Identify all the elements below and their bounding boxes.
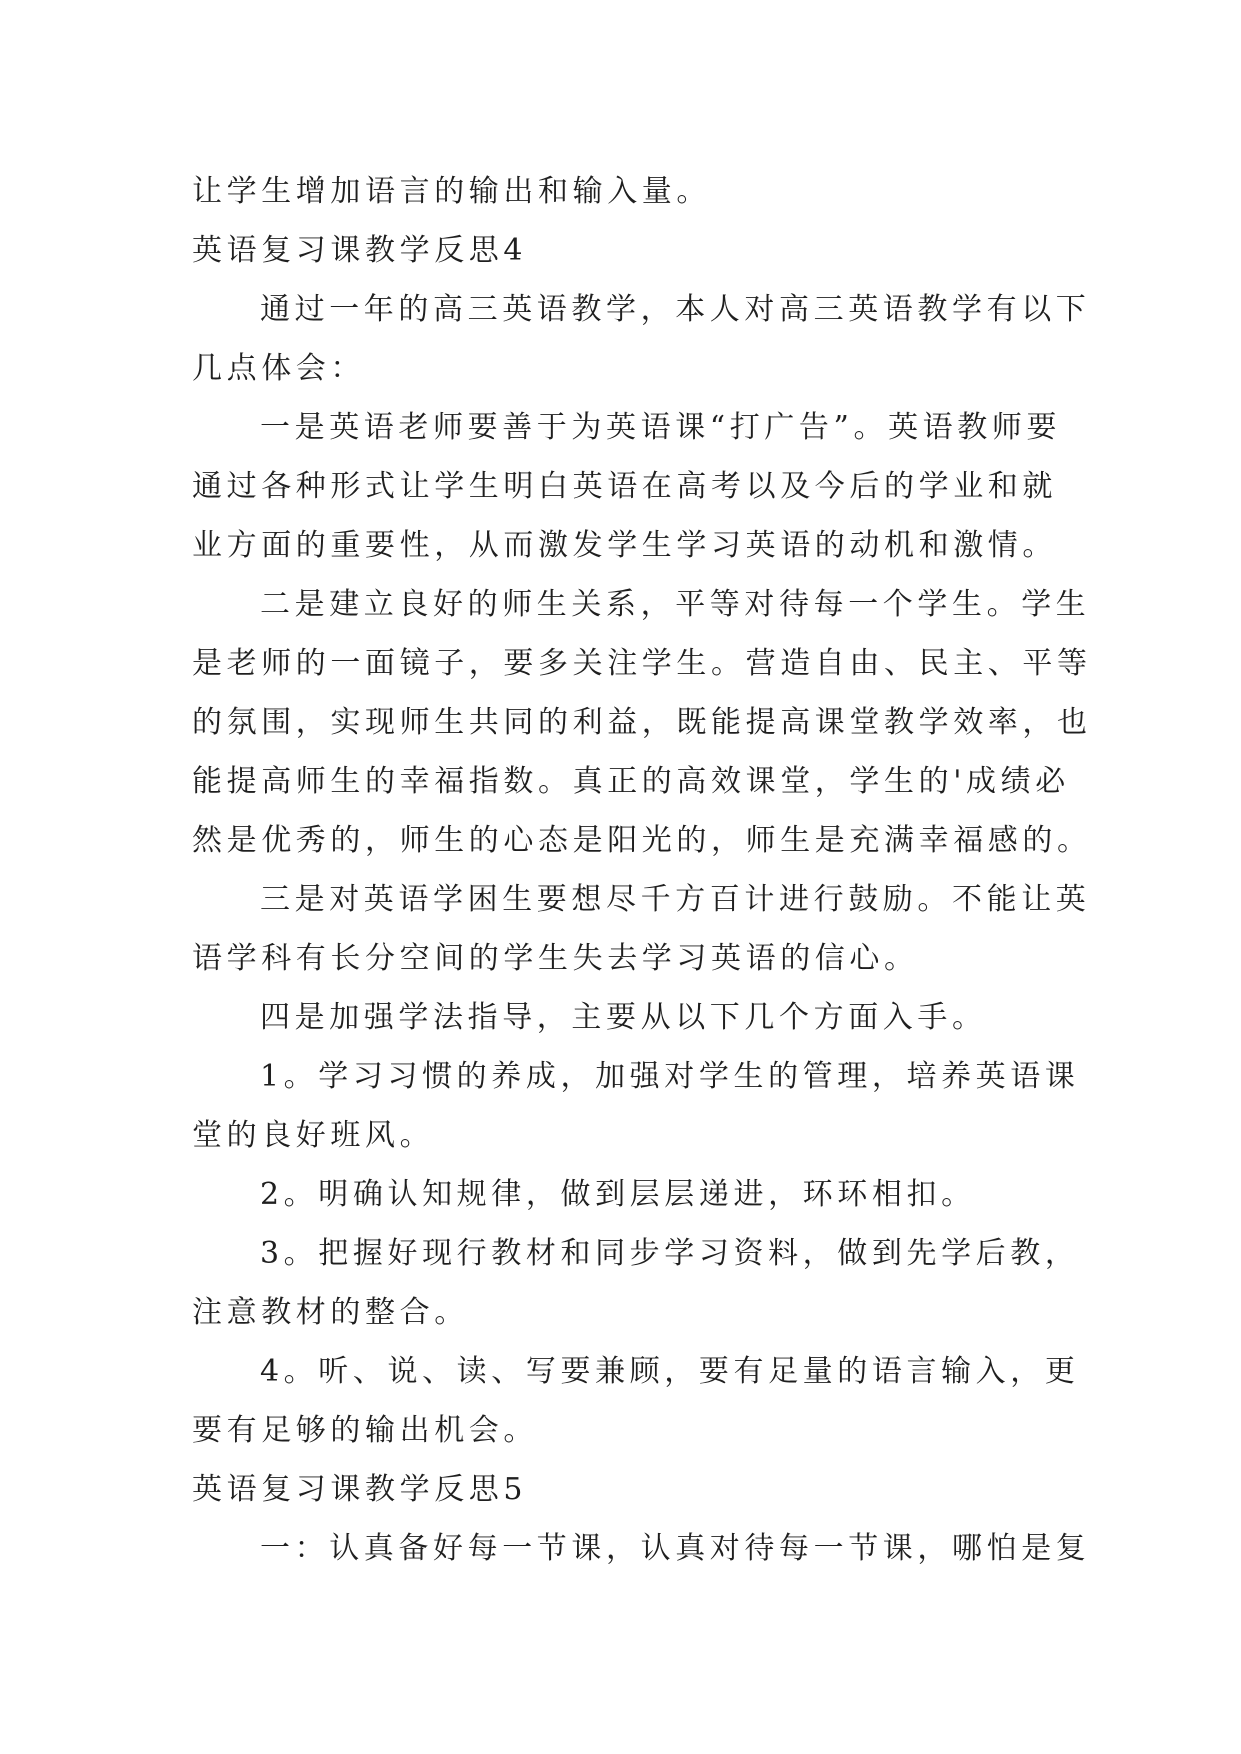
text-line: 通过一年的高三英语教学，本人对高三英语教学有以下: [260, 292, 1091, 327]
text-line: 1。学习习惯的养成，加强对学生的管理，培养英语课: [260, 1059, 1080, 1094]
text-line: 的氛围，实现师生共同的利益，既能提高课堂教学效率，也: [192, 705, 1092, 740]
text-line: 然是优秀的，师生的心态是阳光的，师生是充满幸福感的。: [192, 823, 1092, 858]
text-line: 语学科有长分空间的学生失去学习英语的信心。: [192, 941, 919, 976]
text-line: 通过各种形式让学生明白英语在高考以及今后的学业和就: [192, 469, 1057, 504]
text-line: 能提高师生的幸福指数。真正的高效课堂，学生的'成绩必: [192, 764, 1070, 799]
text-line: 业方面的重要性，从而激发学生学习英语的动机和激情。: [192, 528, 1057, 563]
text-line: 四是加强学法指导，主要从以下几个方面入手。: [260, 1000, 987, 1035]
text-line: 英语复习课教学反思5: [192, 1472, 528, 1507]
text-line: 注意教材的整合。: [192, 1295, 469, 1330]
text-line: 一是英语老师要善于为英语课“打广告”。英语教师要: [260, 410, 1062, 445]
text-line: 英语复习课教学反思4: [192, 233, 528, 268]
text-line: 一：认真备好每一节课，认真对待每一节课，哪怕是复: [260, 1531, 1091, 1566]
text-line: 三是对英语学困生要想尽千方百计进行鼓励。不能让英: [260, 882, 1091, 917]
text-line: 是老师的一面镜子，要多关注学生。营造自由、民主、平等: [192, 646, 1092, 681]
text-line: 堂的良好班风。: [192, 1118, 435, 1153]
text-line: 二是建立良好的师生关系，平等对待每一个学生。学生: [260, 587, 1091, 622]
text-line: 要有足够的输出机会。: [192, 1413, 538, 1448]
document-body: [192, 162, 1092, 1578]
text-line: 2。明确认知规律，做到层层递进，环环相扣。: [260, 1177, 976, 1212]
text-line: 3。把握好现行教材和同步学习资料，做到先学后教，: [260, 1236, 1080, 1271]
text-line: 4。听、说、读、写要兼顾，要有足量的语言输入，更: [260, 1354, 1080, 1389]
text-line: 让学生增加语言的输出和输入量。: [192, 174, 711, 209]
text-line: 几点体会：: [192, 351, 365, 386]
